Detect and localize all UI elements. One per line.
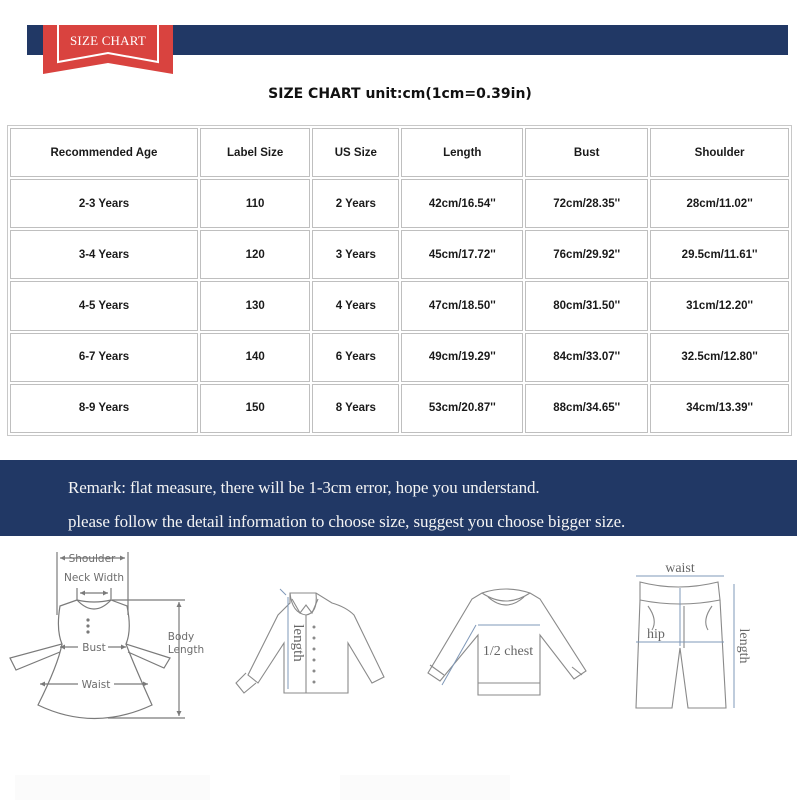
dress-measurement-diagram — [0, 540, 220, 730]
dress-neck-width-label: Neck Width — [63, 572, 125, 584]
cell-age: 4-5 Years — [10, 281, 198, 330]
cell-age: 3-4 Years — [10, 230, 198, 279]
cell-length: 47cm/18.50'' — [401, 281, 523, 330]
table-row — [10, 230, 789, 279]
col-header-us-size: US Size — [312, 128, 399, 177]
bottom-strip-right — [340, 775, 510, 800]
cell-length: 42cm/16.54'' — [401, 179, 523, 228]
cell-bust: 88cm/34.65'' — [525, 384, 648, 433]
size-chart-title: SIZE CHART unit:cm(1cm=0.39in) — [268, 86, 532, 102]
cell-length: 53cm/20.87'' — [401, 384, 523, 433]
pants-hip-label: hip — [647, 627, 665, 642]
cell-us-size: 6 Years — [312, 333, 399, 382]
size-chart-ribbon — [43, 25, 173, 75]
cell-shoulder: 34cm/13.39'' — [650, 384, 789, 433]
shirt-length-label: length — [290, 624, 306, 662]
sweater-half-chest-label: 1/2 chest — [482, 644, 534, 659]
pants-illustration — [628, 560, 758, 710]
bottom-strip-left — [15, 775, 210, 800]
col-header-label-size: Label Size — [200, 128, 310, 177]
cell-bust: 76cm/29.92'' — [525, 230, 648, 279]
cell-shoulder: 29.5cm/11.61'' — [650, 230, 789, 279]
remark-line-1: Remark: flat measure, there will be 1-3cm error, hope you understand. — [68, 478, 540, 497]
shirt-measurement-diagram — [228, 585, 378, 700]
cell-label-size: 130 — [200, 281, 310, 330]
cell-label-size: 150 — [200, 384, 310, 433]
cell-us-size: 4 Years — [312, 281, 399, 330]
cell-bust: 84cm/33.07'' — [525, 333, 648, 382]
sweater-illustration — [418, 585, 588, 700]
col-header-recommended-age: Recommended Age — [10, 128, 198, 177]
cell-length: 49cm/19.29'' — [401, 333, 523, 382]
cell-bust: 80cm/31.50'' — [525, 281, 648, 330]
dress-length-label: Length — [167, 644, 205, 656]
pants-length-label: length — [736, 628, 751, 664]
table-header-row — [10, 128, 789, 177]
cell-age: 8-9 Years — [10, 384, 198, 433]
cell-us-size: 2 Years — [312, 179, 399, 228]
dress-illustration — [0, 540, 220, 730]
ribbon-label: SIZE CHART — [70, 33, 146, 48]
cell-us-size: 8 Years — [312, 384, 399, 433]
remark-band — [0, 460, 797, 536]
cell-age: 6-7 Years — [10, 333, 198, 382]
table-row — [10, 384, 789, 433]
cell-label-size: 140 — [200, 333, 310, 382]
cell-shoulder: 32.5cm/12.80'' — [650, 333, 789, 382]
sweater-measurement-diagram — [418, 585, 588, 700]
dress-bust-label: Bust — [82, 642, 106, 654]
dress-body-label: Body — [167, 631, 195, 643]
cell-label-size: 110 — [200, 179, 310, 228]
col-header-shoulder: Shoulder — [650, 128, 789, 177]
cell-shoulder: 31cm/12.20'' — [650, 281, 789, 330]
cell-shoulder: 28cm/11.02'' — [650, 179, 789, 228]
cell-bust: 72cm/28.35'' — [525, 179, 648, 228]
dress-shoulder-label: Shoulder — [68, 553, 116, 565]
size-table — [7, 125, 792, 436]
col-header-bust: Bust — [525, 128, 648, 177]
cell-length: 45cm/17.72'' — [401, 230, 523, 279]
table-row — [10, 281, 789, 330]
cell-age: 2-3 Years — [10, 179, 198, 228]
table-row — [10, 179, 789, 228]
remark-line-2: please follow the detail information to choose size, suggest you choose bigger size. — [68, 512, 626, 531]
pants-waist-label: waist — [665, 561, 695, 576]
pants-measurement-diagram — [628, 560, 758, 710]
cell-us-size: 3 Years — [312, 230, 399, 279]
shirt-illustration — [228, 585, 378, 700]
dress-waist-label: Waist — [81, 679, 111, 691]
cell-label-size: 120 — [200, 230, 310, 279]
col-header-length: Length — [401, 128, 523, 177]
table-row — [10, 333, 789, 382]
